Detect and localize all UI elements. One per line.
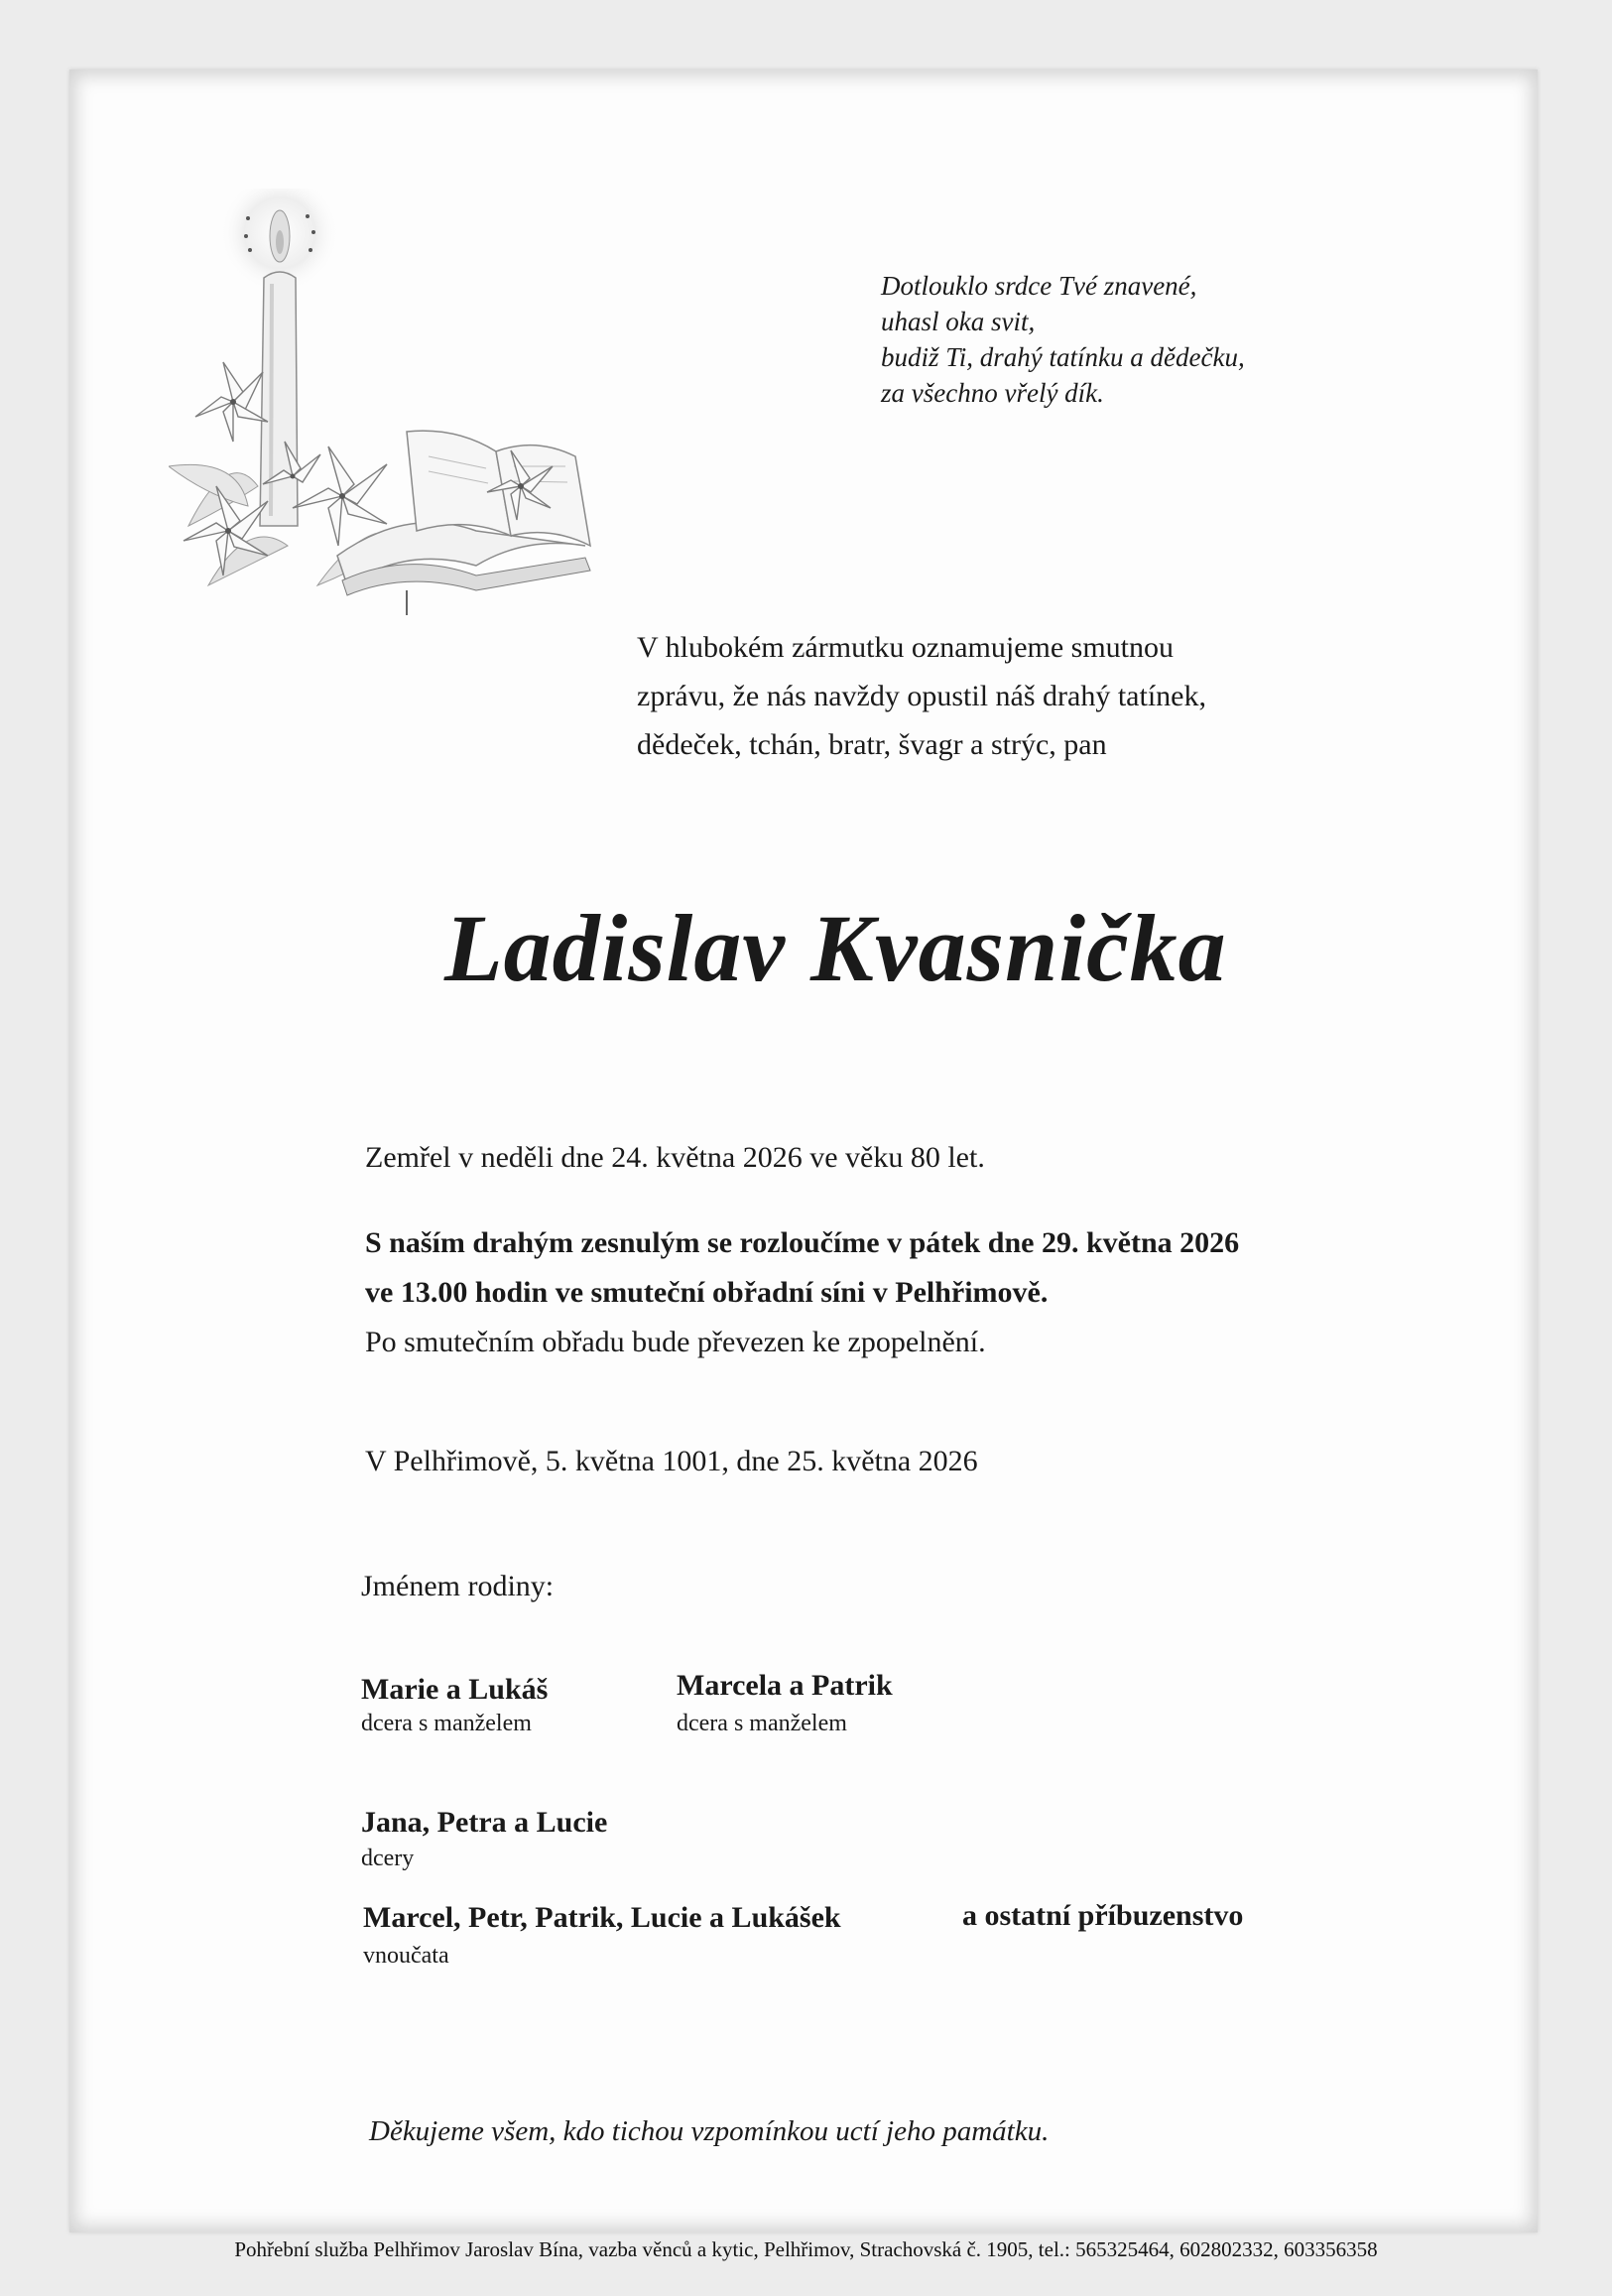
family-member-name: Marie a Lukáš (361, 1673, 549, 1706)
family-member-name: Marcel, Petr, Patrik, Lucie a Lukášek (363, 1901, 841, 1934)
poem-line: budiž Ti, drahý tatínku a dědečku, (881, 342, 1245, 372)
family-member-relation: dcera s manželem (361, 1711, 532, 1736)
death-notice: Zemřel v neděli dne 24. května 2026 ve věku 80 let. (365, 1141, 985, 1174)
poem-line: Dotlouklo srdce Tvé znavené, (881, 271, 1197, 301)
candle-book-lilies-illustration (169, 189, 605, 635)
thanks-line: Děkujeme všem, kdo tichou vzpomínkou uctí jeho památku. (369, 2115, 1050, 2147)
family-member (677, 1669, 893, 1737)
deceased-name: Ladislav Kvasnička (444, 895, 1227, 1001)
announcement (637, 623, 1331, 769)
family-member-name: Jana, Petra a Lucie (361, 1806, 608, 1839)
family-intro: Jménem rodiny: (361, 1570, 555, 1602)
candle-icon (169, 189, 605, 635)
family-member (361, 1673, 548, 1737)
cremation-note: Po smutečním obřadu bude převezen ke zpopelnění. (365, 1326, 986, 1358)
other-relatives: a ostatní příbuzenstvo (962, 1899, 1244, 1932)
poem-line: uhasl oka svit, (881, 307, 1036, 336)
family-member-relation: vnoučata (363, 1943, 449, 1969)
announcement-line: zprávu, že nás navždy opustil náš drahý tatínek, (637, 680, 1206, 712)
family-member-relation: dcery (361, 1846, 415, 1871)
poem (881, 268, 1397, 411)
poem-line: za všechno vřelý dík. (881, 378, 1104, 408)
announcement-line: dědeček, tchán, bratr, švagr a strýc, pan (637, 728, 1107, 761)
family-member (361, 1806, 607, 1872)
farewell-line: ve 13.00 hodin ve smuteční obřadní síni v Pelhřimově. (365, 1276, 1049, 1309)
funeral-service-footer: Pohřební služba Pelhřimov Jaroslav Bína, vazba věnců a kytic, Pelhřimov, Strachovská č. 1905, tel.: 565325464, 602802332, 603356358 (234, 2237, 1378, 2261)
family-member-relation: dcera s manželem (677, 1711, 847, 1736)
announcement-line: V hlubokém zármutku oznamujeme smutnou (637, 631, 1175, 664)
farewell-line: S naším drahým zesnulým se rozloučíme v pátek dne 29. května 2026 (365, 1226, 1240, 1259)
family-member (363, 1901, 841, 1970)
family-member-name: Marcela a Patrik (677, 1669, 893, 1702)
place-date: V Pelhřimově, 5. května 1001, dne 25. května 2026 (365, 1445, 978, 1477)
